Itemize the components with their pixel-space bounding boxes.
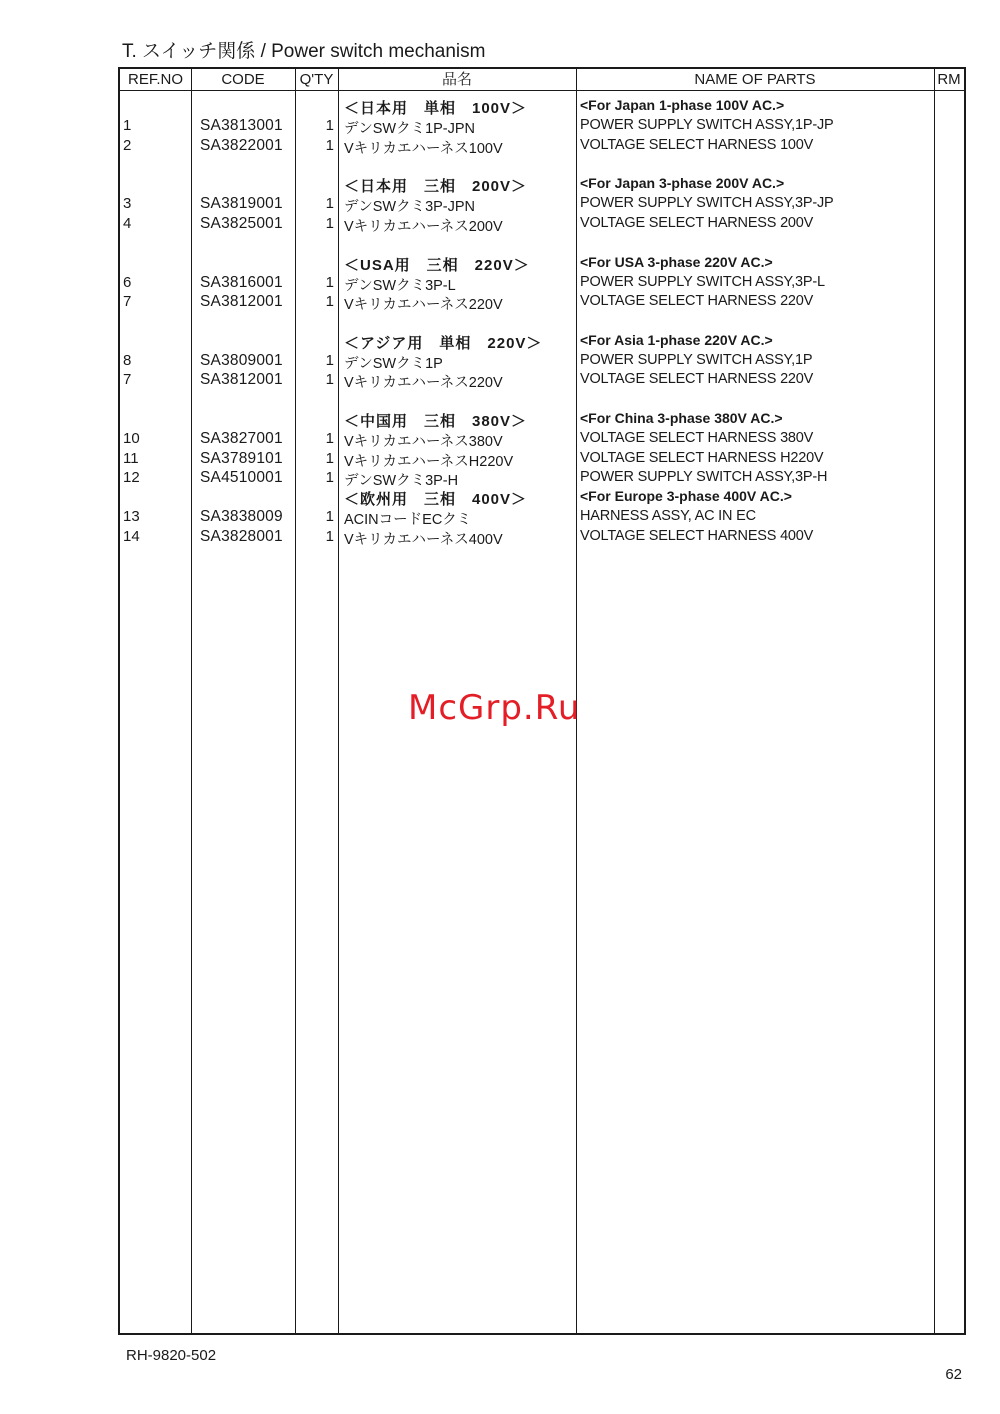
cell-ref: 11 <box>123 449 139 467</box>
cell-ref: 2 <box>123 136 132 154</box>
cell-ref: 6 <box>123 273 132 291</box>
cell-name-en: POWER SUPPLY SWITCH ASSY,1P <box>580 351 813 368</box>
cell-code: SA3822001 <box>200 136 283 154</box>
header-qty: Q'TY <box>299 71 334 88</box>
header-divider <box>120 90 964 91</box>
cell-name-jp: Vキリカエハーネス200V <box>344 218 503 235</box>
cell-qty: 1 <box>325 469 334 487</box>
header-name-en: NAME OF PARTS <box>694 71 816 88</box>
group-heading-en: <For USA 3-phase 220V AC.> <box>580 253 773 270</box>
group-heading-jp: ＜日本用 単相 100V＞ <box>344 100 528 117</box>
cell-code: SA3816001 <box>200 273 283 291</box>
group-heading-en: <For Europe 3-phase 400V AC.> <box>580 488 792 505</box>
cell-name-en: VOLTAGE SELECT HARNESS 200V <box>580 214 814 231</box>
cell-name-en: POWER SUPPLY SWITCH ASSY,3P-JP <box>580 195 834 212</box>
cell-qty: 1 <box>325 195 334 213</box>
cell-name-jp: Vキリカエハーネス220V <box>344 297 503 314</box>
parts-group <box>120 173 964 251</box>
header-code: CODE <box>221 71 265 88</box>
cell-name-en: VOLTAGE SELECT HARNESS 220V <box>580 371 814 388</box>
cell-code: SA3812001 <box>200 371 283 389</box>
cell-name-en: VOLTAGE SELECT HARNESS 220V <box>580 293 814 310</box>
cell-name-jp: Vキリカエハーネス380V <box>344 434 503 451</box>
cell-name-jp: Vキリカエハーネス400V <box>344 532 503 549</box>
cell-code: SA3827001 <box>200 430 283 448</box>
watermark: McGrp.Ru <box>408 688 581 728</box>
parts-group <box>120 486 964 564</box>
header-name-jp: 品名 <box>441 71 472 88</box>
cell-qty: 1 <box>325 351 334 369</box>
table-row <box>120 450 964 470</box>
cell-name-jp: Vキリカエハーネス220V <box>344 375 503 392</box>
cell-qty: 1 <box>325 508 334 526</box>
document-code: RH-9820-502 <box>126 1347 217 1364</box>
cell-name-en: VOLTAGE SELECT HARNESS 100V <box>580 136 814 153</box>
cell-ref: 14 <box>123 528 140 546</box>
table-row <box>120 430 964 450</box>
cell-name-jp: デンSWクミ3P-H <box>344 473 459 490</box>
cell-ref: 4 <box>123 214 132 232</box>
cell-qty: 1 <box>325 430 334 448</box>
group-heading-jp: ＜日本用 三相 200V＞ <box>344 178 528 196</box>
cell-ref: 7 <box>123 371 132 389</box>
table-row <box>120 215 964 235</box>
parts-group <box>120 95 964 173</box>
cell-name-en: POWER SUPPLY SWITCH ASSY,3P-L <box>580 273 825 290</box>
cell-name-en: HARNESS ASSY, AC IN EC <box>580 508 756 525</box>
page-number: 62 <box>945 1366 962 1383</box>
cell-code: SA3828001 <box>200 528 283 546</box>
parts-group <box>120 330 964 408</box>
group-heading-jp: ＜USA用 三相 220V＞ <box>344 256 530 274</box>
cell-qty: 1 <box>325 214 334 232</box>
group-heading-en: <For Japan 1-phase 100V AC.> <box>580 97 785 113</box>
cell-ref: 10 <box>123 430 140 448</box>
cell-ref: 13 <box>123 508 140 526</box>
cell-code: SA3812001 <box>200 293 283 311</box>
cell-ref: 1 <box>123 117 132 134</box>
cell-name-en: VOLTAGE SELECT HARNESS 380V <box>580 430 814 447</box>
table-row <box>120 137 964 157</box>
table-row <box>120 352 964 372</box>
cell-qty: 1 <box>325 273 334 291</box>
cell-name-en: VOLTAGE SELECT HARNESS 400V <box>580 528 814 545</box>
cell-ref: 7 <box>123 293 132 311</box>
cell-qty: 1 <box>325 528 334 546</box>
cell-name-en: POWER SUPPLY SWITCH ASSY,1P-JP <box>580 117 834 133</box>
header-rm: RM <box>937 71 961 88</box>
cell-qty: 1 <box>325 371 334 389</box>
cell-name-jp: デンSWクミ3P-L <box>344 277 456 294</box>
cell-name-en: POWER SUPPLY SWITCH ASSY,3P-H <box>580 469 828 486</box>
cell-qty: 1 <box>325 293 334 311</box>
cell-qty: 1 <box>325 117 334 134</box>
cell-name-jp: デンSWクミ1P <box>344 355 443 372</box>
table-row <box>120 293 964 313</box>
group-heading-en: <For China 3-phase 380V AC.> <box>580 410 783 427</box>
page-title: T. スイッチ関係 / Power switch mechanism <box>122 41 486 62</box>
group-heading-jp: ＜欧州用 三相 400V＞ <box>344 491 528 509</box>
cell-name-jp: ACINコードECクミ <box>344 512 472 529</box>
cell-code: SA3789101 <box>200 449 283 467</box>
parts-group <box>120 252 964 330</box>
cell-code: SA3813001 <box>200 117 283 134</box>
cell-ref: 3 <box>123 195 132 213</box>
cell-code: SA3819001 <box>200 195 283 213</box>
table-row <box>120 274 964 294</box>
parts-group <box>120 408 964 490</box>
cell-qty: 1 <box>325 449 334 467</box>
group-heading-en: <For Asia 1-phase 220V AC.> <box>580 331 773 348</box>
group-heading-jp: ＜中国用 三相 380V＞ <box>344 413 528 431</box>
cell-name-jp: デンSWクミ3P-JPN <box>344 199 476 216</box>
cell-qty: 1 <box>325 136 334 154</box>
table-body <box>120 95 964 565</box>
cell-ref: 8 <box>123 351 132 369</box>
cell-code: SA3809001 <box>200 351 283 369</box>
cell-ref: 12 <box>123 469 140 487</box>
table-row <box>120 508 964 528</box>
cell-name-jp: Vキリカエハーネス100V <box>344 140 503 157</box>
cell-code: SA3838009 <box>200 508 283 526</box>
table-row <box>120 195 964 215</box>
group-heading-en: <For Japan 3-phase 200V AC.> <box>580 175 785 192</box>
header-ref: REF.NO <box>127 71 183 88</box>
cell-name-jp: デンSWクミ1P-JPN <box>344 121 476 137</box>
group-heading-jp: ＜アジア用 単相 220V＞ <box>344 334 543 352</box>
cell-name-jp: VキリカエハーネスH220V <box>344 453 514 470</box>
cell-code: SA3825001 <box>200 214 283 232</box>
cell-code: SA4510001 <box>200 469 283 487</box>
table-row <box>120 528 964 548</box>
table-row <box>120 117 964 137</box>
cell-name-en: VOLTAGE SELECT HARNESS H220V <box>580 449 824 466</box>
table-row <box>120 371 964 391</box>
